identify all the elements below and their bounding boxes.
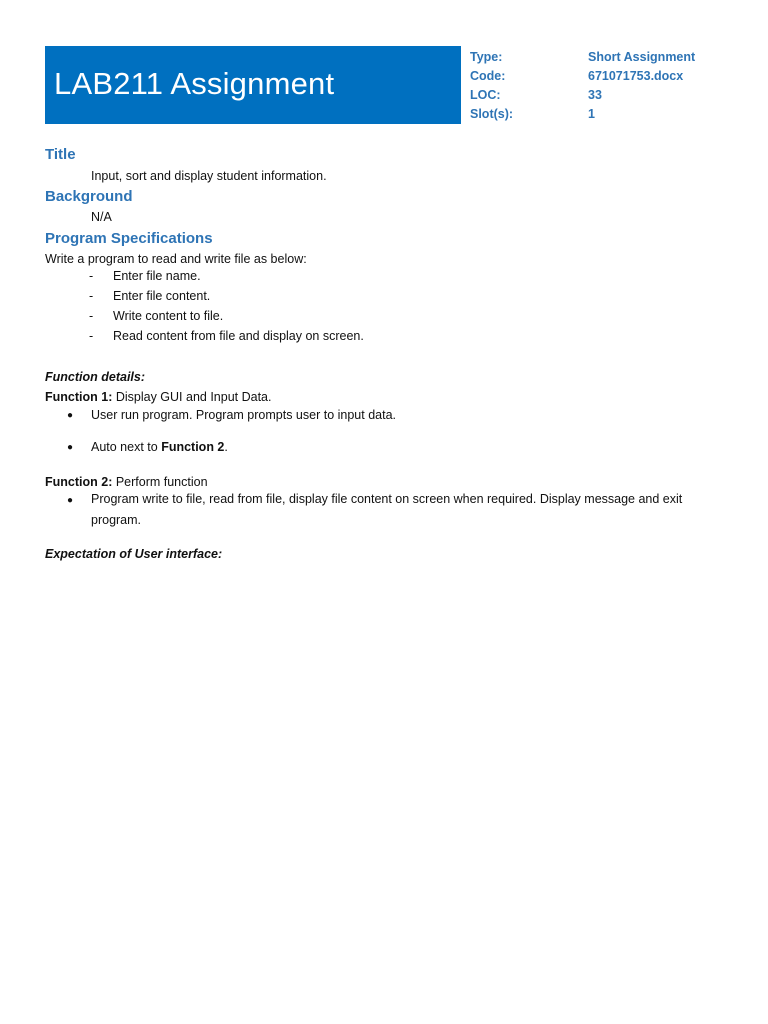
function-2-name: Function 2:	[45, 475, 113, 489]
dash-marker: -	[89, 289, 94, 303]
function-1-next: Auto next to Function 2.	[91, 440, 228, 454]
function-1-name: Function 1:	[45, 390, 113, 404]
meta-type-label: Type:	[470, 50, 503, 64]
spec-intro: Write a program to read and write file as below:	[45, 252, 307, 266]
meta-slot-value: 1	[588, 107, 595, 121]
document-title: LAB211 Assignment	[54, 66, 335, 101]
header-banner	[45, 46, 461, 124]
bullet-icon: ●	[67, 442, 74, 453]
spec-item: Read content from file and display on screen.	[113, 329, 364, 343]
function-details-label: Function details:	[45, 370, 145, 384]
dash-marker: -	[89, 269, 94, 283]
dash-marker: -	[89, 329, 94, 343]
meta-code-value: 671071753.docx	[588, 69, 684, 83]
meta-loc-value: 33	[588, 88, 602, 102]
bullet-icon: ●	[67, 410, 74, 421]
function-2-line	[45, 475, 208, 489]
spec-item: Enter file content.	[113, 289, 211, 303]
function-2-bullet: Program write to file, read from file, display file content on screen when required. Display message and exit program.	[91, 492, 683, 527]
function-1-bullet: User run program. Program prompts user to input data.	[91, 408, 396, 422]
ui-expectation-label: Expectation of User interface:	[45, 547, 223, 561]
spec-item: Write content to file.	[113, 309, 224, 323]
spec-heading: Program Specifications	[45, 230, 213, 247]
background-text: N/A	[91, 210, 112, 224]
meta-code-label: Code:	[470, 69, 506, 83]
function-2-desc: Perform function	[112, 475, 208, 489]
function-1-line	[45, 390, 271, 404]
title-text: Input, sort and display student information.	[91, 169, 327, 183]
meta-slot-label: Slot(s):	[470, 107, 514, 121]
spec-item: Enter file name.	[113, 269, 201, 283]
background-heading: Background	[45, 188, 133, 205]
title-heading: Title	[45, 146, 76, 163]
function-1-desc: Display GUI and Input Data.	[112, 390, 272, 404]
meta-type-value: Short Assignment	[588, 50, 696, 64]
bullet-icon: ●	[67, 495, 74, 506]
meta-loc-label: LOC:	[470, 88, 501, 102]
dash-marker: -	[89, 309, 94, 323]
